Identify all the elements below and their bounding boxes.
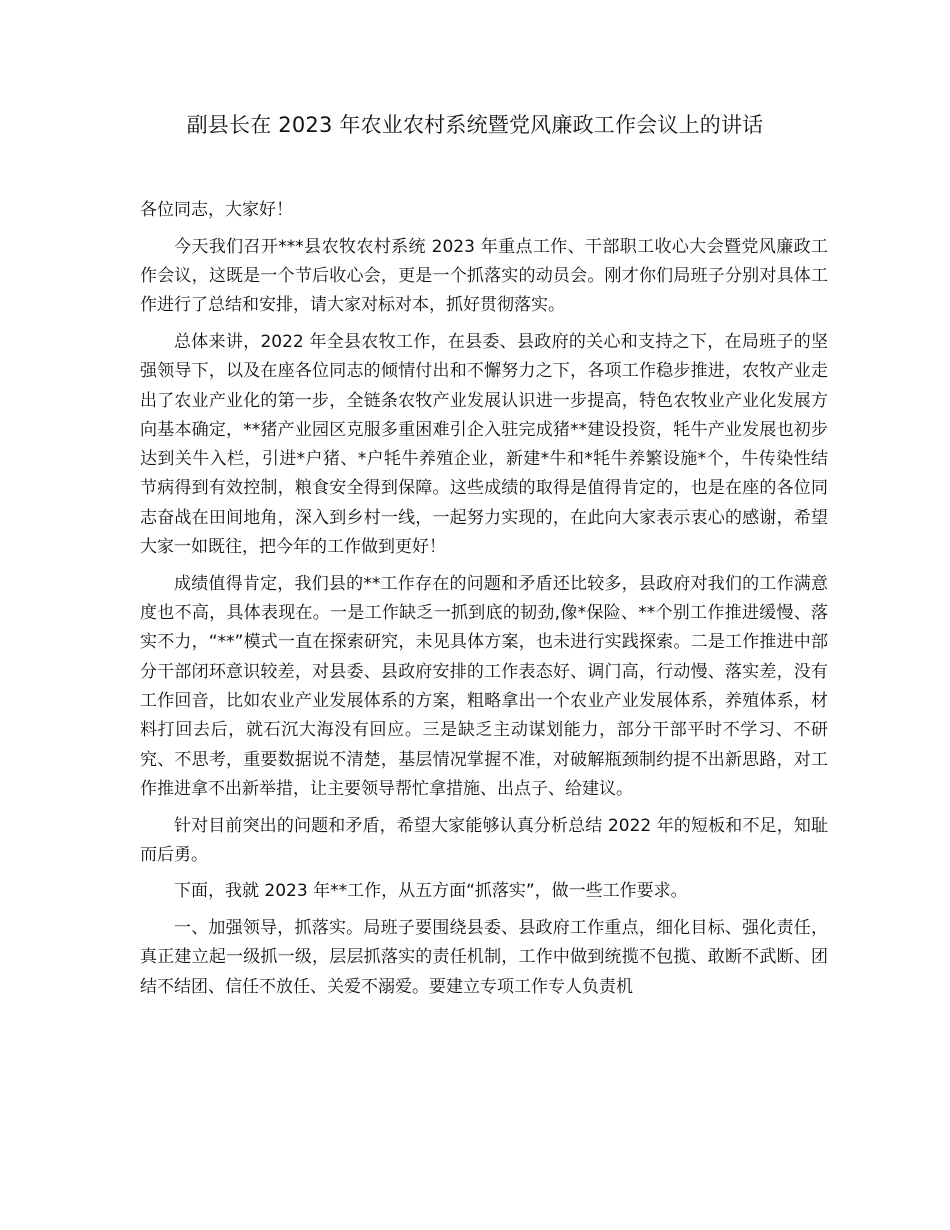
requirement-one-paragraph: 一、加强领导，抓落实。局班子要围绕县委、县政府工作重点，细化目标、强化责任，真正建立起一级抓一级，层层抓落实的责任机制，工作中做到统揽不包揽、敢断不武断、团结不结团、信任不放任、关爱不溺爱。要建立专项工作专人负责机 <box>140 918 828 997</box>
problems-paragraph: 成绩值得肯定，我们县的**工作存在的问题和矛盾还比较多，县政府对我们的工作满意度也不高，具体表现在。一是工作缺乏一抓到底的韧劲,像*保险、**个别工作推进缓慢、落实不力，“**”模式一直在探索研究，未见具体方案，也未进行实践探索。二是工作推进中部分干部闭环意识较差，对县委、县政府安排的工作表态好、调门高，行动慢、落实差，没有工作回音，比如农业产业发展体系的方案，粗略拿出一个农业产业发展体系，养殖体系，材料打回去后，就石沉大海没有回应。三是缺乏主动谋划能力，部分干部平时不学习、不研究、不思考，重要数据说不清楚，基层情况掌握不准，对破解瓶颈制约提不出新思路，对工作推进拿不出新举措，让主要领导帮忙拿措施、出点子、给建议。 <box>140 573 828 799</box>
salutation-paragraph: 各位同志，大家好！ <box>140 200 293 220</box>
document-body <box>140 196 828 1009</box>
requirements-intro-paragraph: 下面，我就 2023 年**工作，从五方面“抓落实”，做一些工作要求。 <box>174 881 688 902</box>
intro-paragraph: 今天我们召开***县农牧农村系统 2023 年重点工作、干部职工收心大会暨党风廉政工作会议，这既是一个节后收心会，更是一个抓落实的动员会。刚才你们局班子分别对具体工作进行了总结和安排，请大家对标对本，抓好贯彻落实。 <box>140 236 828 316</box>
reflection-paragraph: 针对目前突出的问题和矛盾，希望大家能够认真分析总结 2022 年的短板和不足，知耻而后勇。 <box>140 815 828 865</box>
achievements-paragraph: 总体来讲，2022 年全县农牧工作，在县委、县政府的关心和支持之下，在局班子的坚强领导下，以及在座各位同志的倾情付出和不懈努力之下，各项工作稳步推进，农牧产业走出了农业产业化的第一步，全链条农牧产业发展认识进一步提高，特色农牧业产业化发展方向基本确定，**猪产业园区克服多重困难引企入驻完成猪**建设投资，牦牛产业发展也初步达到关牛入栏，引进*户猪、*户牦牛养殖企业，新建*牛和*牦牛养繁设施*个，牛传染性结节病得到有效控制，粮食安全得到保障。这些成绩的取得是值得肯定的，也是在座的各位同志奋战在田间地角，深入到乡村一线，一起努力实现的，在此向大家表示衷心的感谢，希望大家一如既往，把今年的工作做到更好！ <box>140 331 828 558</box>
document-title: 副县长在 2023 年农业农村系统暨党风廉政工作会议上的讲话 <box>186 113 764 137</box>
